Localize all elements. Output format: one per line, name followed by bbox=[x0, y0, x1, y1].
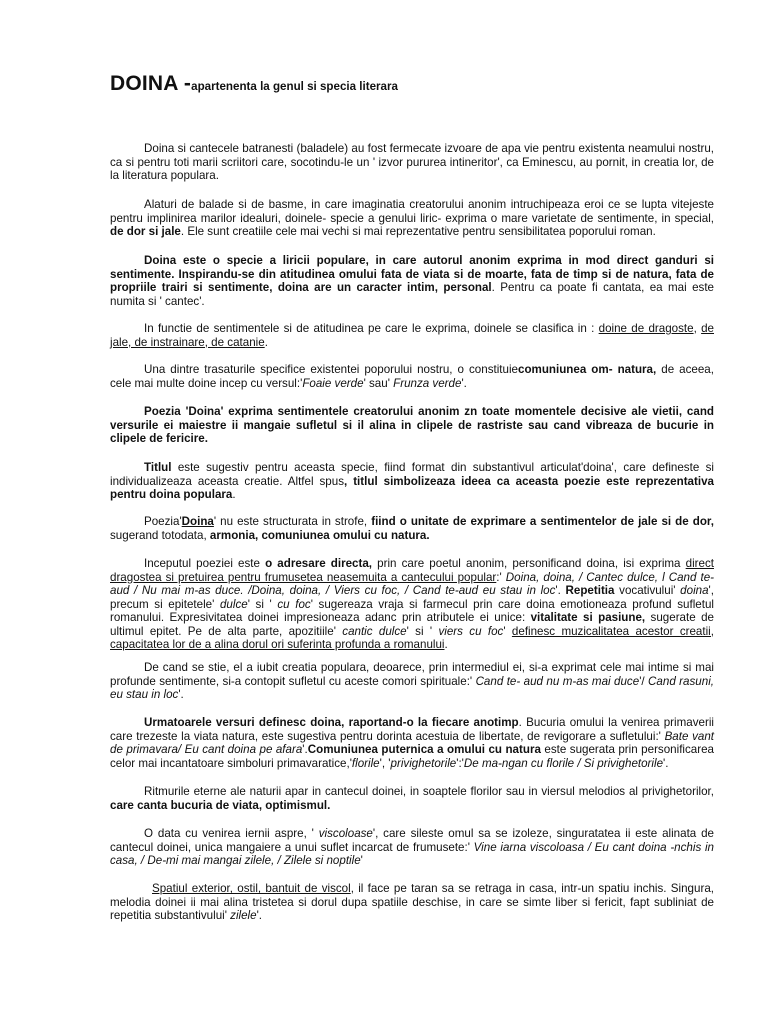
title-dash: - bbox=[177, 72, 192, 95]
text-run: cantic dulce bbox=[342, 624, 407, 638]
text-run: prin care poetul anonim, personificand doina, isi exprima bbox=[372, 557, 686, 570]
text-run: Doina si cantecele batranesti (baladele) au fost fermecate izvoare de apa vie pentru existenta neamului nostru, ca si pentru toti marii scriitori care, socotindu-le un ' izvor pururea intineritor', ca Eminescu, au pornit, in creatia lor, de la literatura populara. bbox=[110, 142, 714, 182]
text-run: zilele bbox=[230, 909, 257, 922]
text-run: sugerand totodata, bbox=[110, 528, 210, 542]
text-run: Bate vant de primavara/ Eu cant doina pe afara bbox=[110, 729, 714, 756]
text-run: , il face pe taran sa se retraga in casa, intr-un spatiu inchis. Singura, melodia doinei ii mai alina tristetea si dorul dupa spatiile deschise, in care se simte liber si fericit, fapt subliniat de repetitia substantivului' bbox=[110, 882, 714, 922]
text-run: de dor si jale bbox=[110, 225, 181, 238]
text-run: Doina bbox=[181, 515, 214, 528]
text-run: Doina, doina, / Cantec dulce, l Cand te-aud / Nu mai m-as duce. /Doina, doina, / Viers cu foc, / Cand te-aud eu stau in loc bbox=[110, 570, 715, 597]
text-run: cu foc bbox=[277, 597, 311, 611]
text-run: ' si ' bbox=[406, 624, 439, 638]
text-run: Poezia 'Doina' exprima sentimentele creatorului anonim zn toate momentele decisive ale vietii, cand versurile ei maiestre ii mangaie sufletul si il alina in clipele de rastriste sau cand vibreaza de bucurie in clipele de fericire. bbox=[110, 405, 714, 445]
text-run: Vine iarna viscoloasa / Eu cant doina -nchis in casa, / De-mi mai mangai zilele, / Zilele si noptile bbox=[110, 840, 714, 867]
text-run: armonia, comuniunea omului cu natura. bbox=[209, 528, 430, 542]
paragraph bbox=[110, 322, 714, 349]
paragraph bbox=[110, 785, 714, 812]
text-run: , bbox=[693, 322, 702, 335]
text-run: . Ele sunt creatiile cele mai vechi si mai reprezentative pentru sensibilitatea poporului roman. bbox=[180, 225, 656, 238]
text-run: viers cu foc bbox=[438, 624, 504, 638]
text-run: florile bbox=[351, 756, 380, 770]
text-run: Inceputul poeziei este bbox=[144, 557, 266, 570]
text-run: '. bbox=[663, 756, 669, 770]
text-run: doine de dragoste bbox=[598, 322, 694, 335]
paragraph bbox=[110, 142, 714, 183]
text-run: direct dragostea si pretuirea pentru frumusetea neasemuita a cantecului popular bbox=[110, 557, 714, 584]
text-run: doina bbox=[680, 584, 709, 597]
text-run: . Bucuria omului la venirea primaverii care trezeste la viata natura, este sugestiva pentru dorinta acestuia de libertate, de revigorare a sufletului:' bbox=[110, 716, 714, 743]
text-run: '/ bbox=[639, 674, 649, 688]
text-run: dulce bbox=[219, 597, 248, 611]
text-run: ', care sileste omul sa se izoleze, singuratatea ii este alinata de cantecul doinei, unica mangaiere a unui suflet incarcat de frumusete:' bbox=[110, 827, 714, 854]
text-run: ' bbox=[503, 624, 512, 638]
paragraph bbox=[110, 557, 714, 652]
text-run: O data cu venirea iernii aspre, ' bbox=[144, 827, 319, 840]
text-run: Doina este o specie a liricii populare, in care autorul anonim exprima in mod direct ganduri si sentimente. Inspirandu-se din atitudinea omului fata de viata si de moarte, fata de timp si de natura, fata de propriile trairi si sentimente, doina are un caracter intim, personal bbox=[110, 254, 714, 294]
text-run: de aceea, cele mai multe doine incep cu versul:' bbox=[110, 363, 714, 390]
text-run: '. bbox=[178, 688, 184, 701]
text-run: ' sau' bbox=[363, 376, 394, 390]
text-run: care canta bucuria de viata, optimismul. bbox=[110, 798, 331, 812]
paragraph bbox=[110, 363, 714, 390]
text-run: Frunza verde bbox=[393, 376, 462, 390]
text-run: Una dintre trasaturile specifice existentei poporului nostru, o constituie bbox=[144, 363, 518, 376]
text-run: . bbox=[232, 488, 236, 501]
text-run: ', ' bbox=[379, 756, 391, 770]
text-run: Alaturi de balade si de basme, in care imaginatia creatorului anonim intruchipeaza eroi ce se lupta vitejeste pentru implinirea marilor idealuri, doinele- specie a genului liric- exprima o mare varietate de sentimente, in special, bbox=[110, 198, 714, 225]
text-run: '. bbox=[302, 743, 308, 756]
text-run: fiind o unitate de exprimare a sentimentelor de jale si de dor, bbox=[371, 515, 714, 528]
text-run: vitalitate si pasiune, bbox=[530, 611, 646, 624]
text-run: Poezia' bbox=[144, 515, 182, 528]
text-run: Ritmurile eterne ale naturii apar in cantecul doinei, in soaptele florilor sau in viersul melodios al privighetorilor, bbox=[144, 785, 714, 798]
text-run: '. bbox=[555, 584, 566, 597]
text-run: , titlul simbolizeaza ideea ca aceasta poezie este reprezentativa pentru doina populara bbox=[110, 474, 714, 501]
text-run: viscoloase bbox=[318, 827, 373, 840]
paragraph bbox=[110, 198, 714, 239]
paragraph bbox=[110, 882, 714, 923]
text-run: . bbox=[444, 638, 448, 651]
text-run: ' nu este structurata in strofe, bbox=[213, 515, 372, 528]
text-run: ' si ' bbox=[247, 597, 278, 611]
text-run: ' sugereaza vraja si farmecul prin care doina emotioneaza profund sufletul romanului. Expresivitatea doinei impresioneaza adanc prin atributele ei unice: bbox=[110, 597, 714, 624]
text-run: privighetorile bbox=[390, 756, 457, 770]
text-run: Repetitia bbox=[565, 584, 615, 597]
text-run: De ma-ngan cu florile / Si privighetorile bbox=[463, 756, 664, 770]
text-run: Cand te- aud nu m-as mai duce bbox=[475, 674, 640, 688]
text-run: ':' bbox=[456, 756, 464, 770]
title-subtitle: apartenenta la genul si specia literara bbox=[191, 80, 398, 93]
text-run: ' bbox=[360, 854, 363, 867]
text-run: Spatiul exterior, ostil, bantuit de viscol bbox=[152, 882, 351, 895]
paragraph bbox=[110, 461, 714, 502]
text-run: Urmatoarele versuri definesc doina, raportand-o la fiecare anotimp bbox=[144, 716, 519, 729]
text-run: Comuniunea puternica a omului cu natura bbox=[307, 743, 541, 756]
text-run: '. bbox=[256, 909, 263, 922]
text-run: este sugerata prin personificarea celor mai incantatoare simboluri primavaratice,' bbox=[110, 743, 714, 770]
text-run: In functie de sentimentele si de atitudinea pe care le exprima, doinele se clasifica in : bbox=[144, 322, 599, 335]
paragraph bbox=[110, 254, 714, 308]
text-run: Titlul bbox=[144, 461, 172, 474]
paragraph bbox=[110, 827, 714, 868]
text-run: o adresare directa, bbox=[265, 557, 373, 570]
text-run: este sugestiv pentru aceasta specie, fiind format din substantivul articulat'doina', care defineste si individualizeaza aceasta creatie. Altfel spus bbox=[110, 461, 714, 488]
text-run: vocativului' bbox=[614, 584, 681, 597]
text-run: De cand se stie, el a iubit creatia populara, deoarece, prin intermediul ei, si-a exprimat cele mai intime si mai profunde sentimente, si-a contopit sufletul cu aceste comori spirituale:' bbox=[110, 661, 714, 688]
text-run: comuniunea om- natura, bbox=[518, 363, 657, 376]
text-run: :' bbox=[496, 570, 506, 584]
paragraph bbox=[110, 661, 714, 702]
text-run: Foaie verde bbox=[302, 376, 364, 390]
text-run: ', precum si epitetele' bbox=[110, 584, 714, 611]
paragraph bbox=[110, 405, 714, 446]
text-run: definesc muzicalitatea acestor creatii, capacitatea lor de a alina dorul ori suferinta profunda a romanului bbox=[110, 624, 714, 651]
text-run: de jale, de instrainare, de catanie bbox=[110, 322, 714, 349]
text-run: '. bbox=[461, 376, 467, 390]
text-run: sugerate de ultimul epitet. Pe de alta parte, apozitiile' bbox=[110, 611, 714, 638]
document-title bbox=[110, 72, 398, 96]
text-run: . Pentru ca poate fi cantata, ea mai este numita si ' cantec'. bbox=[110, 281, 714, 308]
paragraph bbox=[110, 515, 714, 542]
paragraph bbox=[110, 716, 714, 770]
title-main: DOINA bbox=[110, 72, 178, 95]
text-run: . bbox=[264, 335, 268, 349]
text-run: Cand rasuni, eu stau in loc bbox=[110, 674, 714, 701]
